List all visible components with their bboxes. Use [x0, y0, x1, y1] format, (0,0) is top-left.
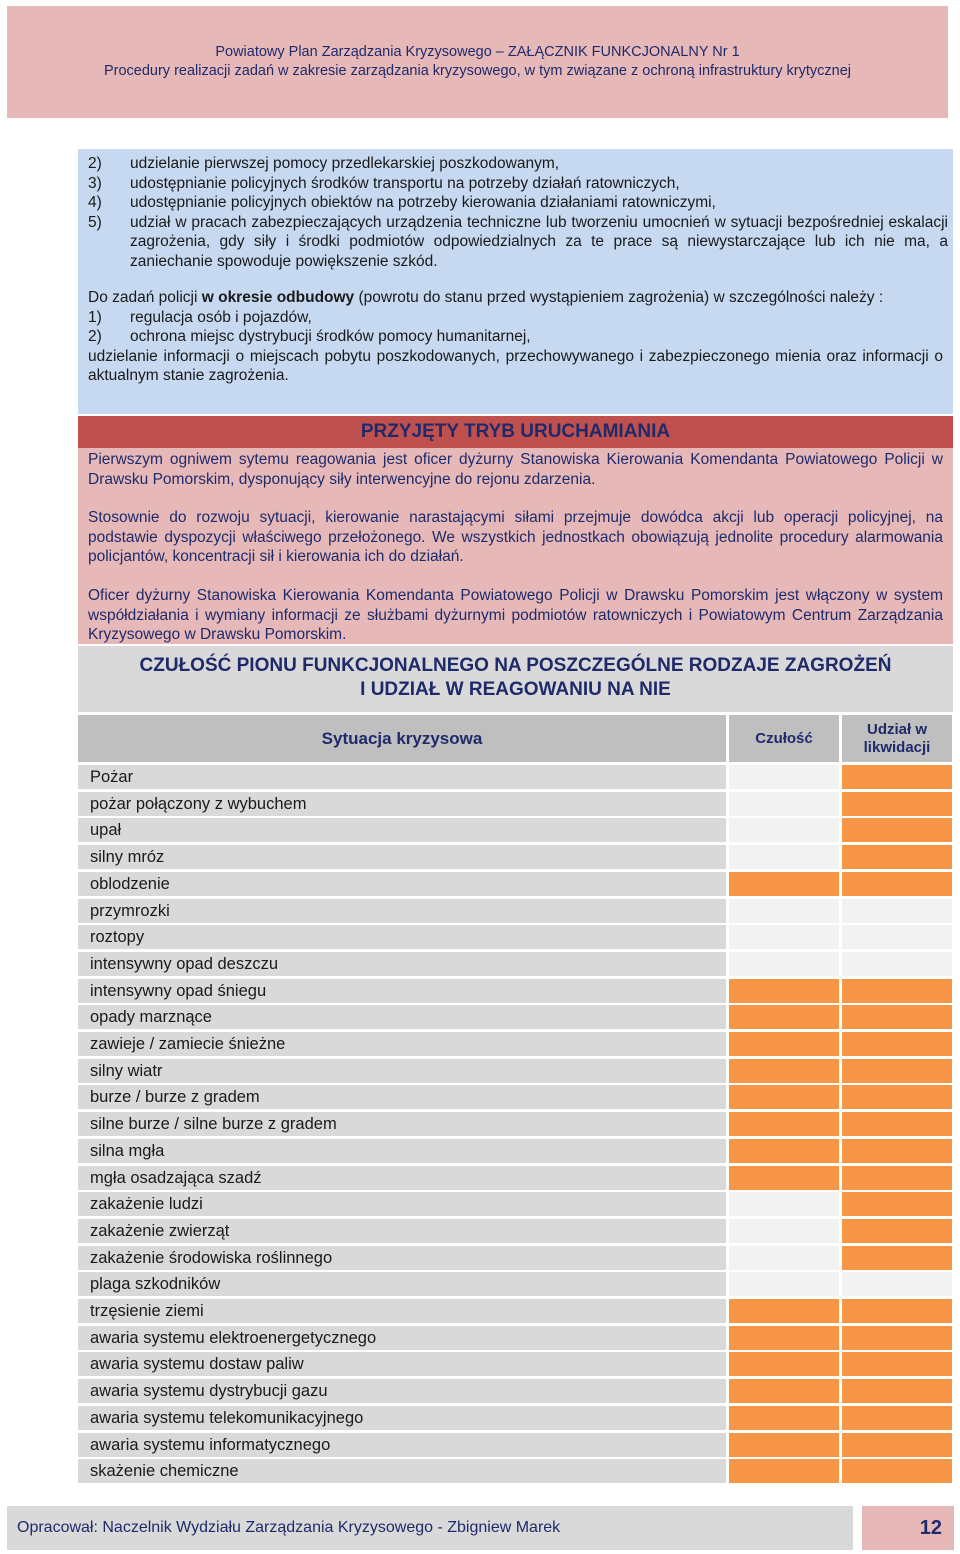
recovery-tail: udzielanie informacji o miejscach pobytu poszkodowanych, przechowywanego i zabezpieczonego mienia oraz informacji o aktualnym stanie zagrożenia. — [88, 347, 943, 385]
participation-cell — [842, 1032, 952, 1056]
participation-cell — [842, 792, 952, 816]
page-number: 12 — [862, 1506, 954, 1550]
table-title: CZUŁOŚĆ PIONU FUNKCJONALNEGO NA POSZCZEGÓLNE RODZAJE ZAGROŻEŃ I UDZIAŁ W REAGOWANIU NA NIE — [78, 646, 953, 712]
sensitivity-cell — [729, 1112, 839, 1136]
participation-cell — [842, 952, 952, 976]
table-row: zakażenie środowiska roślinnego — [78, 1246, 726, 1270]
participation-cell — [842, 1246, 952, 1270]
participation-cell — [842, 1379, 952, 1403]
table-row: intensywny opad deszczu — [78, 952, 726, 976]
list-item: 4) udostępnianie policyjnych obiektów na potrzeby kierowania działaniami ratowniczymi, — [88, 194, 716, 212]
sensitivity-cell — [729, 765, 839, 789]
sensitivity-cell — [729, 1085, 839, 1109]
sensitivity-cell — [729, 1406, 839, 1430]
participation-cell — [842, 1272, 952, 1296]
participation-cell — [842, 845, 952, 869]
table-row: zawieje / zamiecie śnieżne — [78, 1032, 726, 1056]
paragraph: Stosownie do rozwoju sytuacji, kierowanie narastającymi siłami przejmuje dowódca akcji lub operacji policyjnej, na podstawie dyspozycji właściwego przełożonego. We wszystkich jednostkach obowiązują jednolite procedury alarmowania policjantów, koncentracji sił i kierowania ich do działań. — [88, 509, 943, 566]
table-row: opady marznące — [78, 1005, 726, 1029]
table-row: przymrozki — [78, 899, 726, 923]
sensitivity-cell — [729, 1246, 839, 1270]
recovery-intro: Do zadań policji w okresie odbudowy (powrotu do stanu przed wystąpieniem zagrożenia) w szczególności należy : — [88, 289, 884, 306]
table-row: burze / burze z gradem — [78, 1085, 726, 1109]
table-row: awaria systemu informatycznego — [78, 1433, 726, 1457]
sensitivity-cell — [729, 1005, 839, 1029]
participation-cell — [842, 1352, 952, 1376]
participation-cell — [842, 1139, 952, 1163]
document-header — [7, 6, 948, 118]
sensitivity-cell — [729, 1219, 839, 1243]
table-row: intensywny opad śniegu — [78, 979, 726, 1003]
sensitivity-cell — [729, 792, 839, 816]
list-item: 5) udział w pracach zabezpieczających urządzenia techniczne lub tworzeniu umocnień w sytuacji bezpośredniej eskalacji zagrożenia, gdy siły i środki podmiotów odpowiedzialnych za te prace są niewystarczające lub ich nie ma, a zaniechanie spowoduje powiększenie szkód. — [88, 213, 948, 270]
participation-cell — [842, 765, 952, 789]
sensitivity-cell — [729, 872, 839, 896]
table-row: silne burze / silne burze z gradem — [78, 1112, 726, 1136]
sensitivity-cell — [729, 899, 839, 923]
table-row: silny wiatr — [78, 1059, 726, 1083]
participation-cell — [842, 979, 952, 1003]
activation-mode-section — [78, 448, 953, 644]
participation-cell — [842, 1005, 952, 1029]
sensitivity-cell — [729, 1032, 839, 1056]
sensitivity-cell — [729, 1192, 839, 1216]
police-tasks-section — [78, 149, 953, 414]
participation-cell — [842, 818, 952, 842]
sensitivity-cell — [729, 1272, 839, 1296]
participation-cell — [842, 1192, 952, 1216]
sensitivity-cell — [729, 818, 839, 842]
participation-cell — [842, 1085, 952, 1109]
table-row: silny mróz — [78, 845, 726, 869]
table-row: awaria systemu telekomunikacyjnego — [78, 1406, 726, 1430]
sensitivity-cell — [729, 925, 839, 949]
column-header-participation: Udział w likwidacji — [842, 715, 952, 762]
table-row: awaria systemu dystrybucji gazu — [78, 1379, 726, 1403]
table-row: pożar połączony z wybuchem — [78, 792, 726, 816]
activation-mode-heading: PRZYJĘTY TRYB URUCHAMIANIA — [78, 416, 953, 448]
table-row: zakażenie zwierząt — [78, 1219, 726, 1243]
table-row: awaria systemu elektroenergetycznego — [78, 1326, 726, 1350]
table-row: roztopy — [78, 925, 726, 949]
sensitivity-cell — [729, 1139, 839, 1163]
list-item: 2) ochrona miejsc dystrybucji środków pomocy humanitarnej, — [88, 328, 531, 346]
sensitivity-cell — [729, 1326, 839, 1350]
header-subtitle: Procedury realizacji zadań w zakresie zarządzania kryzysowego, w tym związane z ochroną infrastruktury krytycznej — [103, 63, 852, 79]
paragraph: Oficer dyżurny Stanowiska Kierowania Komendanta Powiatowego Policji w Drawsku Pomorskim jest włączony w system współdziałania i wymiany informacji ze służbami dyżurnymi podmiotów ratowniczych i Powiatowym Centrum Zarządzania Kryzysowego w Drawsku Pomorskim. — [88, 587, 943, 644]
sensitivity-cell — [729, 1299, 839, 1323]
participation-cell — [842, 1059, 952, 1083]
sensitivity-cell — [729, 1459, 839, 1483]
participation-cell — [842, 925, 952, 949]
participation-cell — [842, 1112, 952, 1136]
sensitivity-cell — [729, 1379, 839, 1403]
participation-cell — [842, 1299, 952, 1323]
participation-cell — [842, 1326, 952, 1350]
list-item: 2) udzielanie pierwszej pomocy przedlekarskiej poszkodowanym, — [88, 155, 560, 172]
participation-cell — [842, 899, 952, 923]
sensitivity-cell — [729, 845, 839, 869]
participation-cell — [842, 1166, 952, 1190]
list-item: 1) regulacja osób i pojazdów, — [88, 308, 312, 326]
table-row: skażenie chemiczne — [78, 1459, 726, 1483]
paragraph: Pierwszym ogniwem sytemu reagowania jest oficer dyżurny Stanowiska Kierowania Komendanta Powiatowego Policji w Drawsku Pomorskim, dysponujący siły interwencyjne do rejonu zdarzenia. — [88, 451, 943, 488]
participation-cell — [842, 1459, 952, 1483]
participation-cell — [842, 1406, 952, 1430]
table-row: plaga szkodników — [78, 1272, 726, 1296]
sensitivity-cell — [729, 1352, 839, 1376]
footer-author: Opracował: Naczelnik Wydziału Zarządzania Kryzysowego - Zbigniew Marek — [7, 1506, 853, 1550]
list-item: 3) udostępnianie policyjnych środków transportu na potrzeby działań ratowniczych, — [88, 174, 680, 192]
table-row: silna mgła — [78, 1139, 726, 1163]
table-row: mgła osadzająca szadź — [78, 1166, 726, 1190]
participation-cell — [842, 1433, 952, 1457]
sensitivity-cell — [729, 979, 839, 1003]
header-title: Powiatowy Plan Zarządzania Kryzysowego – ZAŁĄCZNIK FUNKCJONALNY Nr 1 — [215, 44, 740, 60]
participation-cell — [842, 1219, 952, 1243]
table-row: zakażenie ludzi — [78, 1192, 726, 1216]
sensitivity-cell — [729, 952, 839, 976]
sensitivity-cell — [729, 1059, 839, 1083]
table-row: oblodzenie — [78, 872, 726, 896]
tasks-list — [88, 154, 948, 272]
table-row: awaria systemu dostaw paliw — [78, 1352, 726, 1376]
sensitivity-cell — [729, 1166, 839, 1190]
sensitivity-cell — [729, 1433, 839, 1457]
participation-cell — [842, 872, 952, 896]
table-row: Pożar — [78, 765, 726, 789]
column-header-sensitivity: Czułość — [729, 715, 839, 762]
recovery-tasks — [88, 288, 943, 386]
column-header-situation: Sytuacja kryzysowa — [78, 715, 726, 762]
table-row: upał — [78, 818, 726, 842]
table-row: trzęsienie ziemi — [78, 1299, 726, 1323]
